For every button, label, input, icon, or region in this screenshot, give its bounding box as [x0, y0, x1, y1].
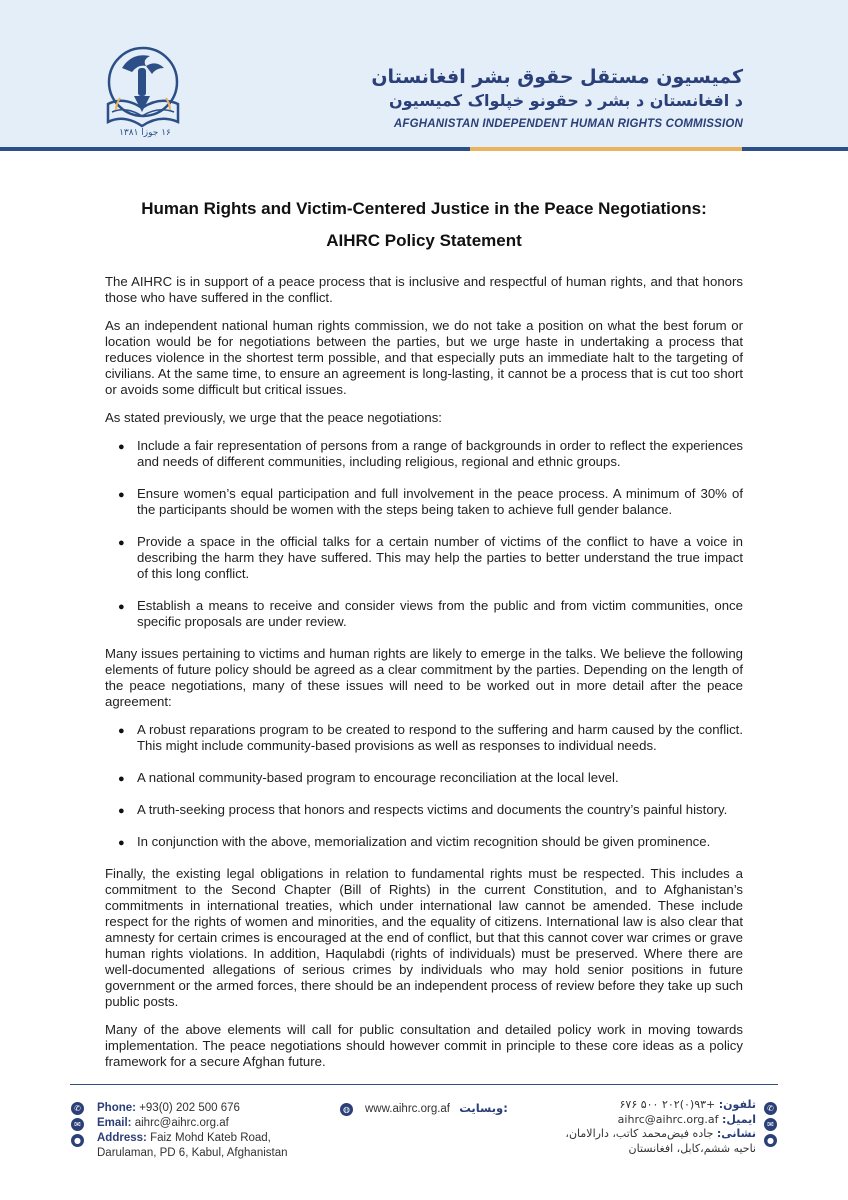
footer-divider — [70, 1084, 778, 1085]
bullet-icon: ● — [118, 601, 125, 613]
bullet-icon: ● — [118, 537, 125, 549]
org-name-pashto: د افغانستان د بشر د حقونو خپلواک کمیسیون — [388, 91, 743, 110]
phone-value[interactable]: +93(0) 202 500 676 — [139, 1102, 240, 1114]
document-body — [105, 274, 743, 1082]
header-divider-gold — [470, 147, 742, 151]
list-item-text: Ensure women’s equal participation and full involvement in the peace process. A minimum of 30% of the participants should be women with the steps being taken to achieve full gender balance. — [137, 486, 743, 517]
bullet-icon: ● — [118, 837, 125, 849]
email-icon: ✉ — [71, 1118, 84, 1131]
bullet-icon: ● — [118, 773, 125, 785]
phone-icon: ✆ — [764, 1102, 777, 1115]
address-line-1: Faiz Mohd Kateb Road, — [150, 1132, 271, 1144]
list-item — [105, 598, 743, 630]
phone-value-fa[interactable]: +۹۳(۰)۲۰۲ ۵۰۰ ۶۷۶ — [619, 1098, 716, 1111]
aihrc-logo-icon — [102, 38, 184, 142]
list-item — [105, 534, 743, 582]
bullet-icon: ● — [118, 725, 125, 737]
address-line-1-fa: جاده فیض‌محمد کاتب، دارالامان، — [565, 1127, 714, 1140]
email-label-fa: ایمیل: — [722, 1112, 756, 1126]
email-icon: ✉ — [764, 1118, 777, 1131]
paragraph-intro: The AIHRC is in support of a peace process that is inclusive and respectful of human rights, and that honors those who have suffered in the conflict. — [105, 274, 743, 305]
website-label-fa: وبسایت: — [459, 1101, 508, 1115]
location-icon: ● — [764, 1134, 777, 1147]
paragraph-conclusion: Many of the above elements will call for public consultation and detailed policy work in moving towards implementation. The peace negotiations should however commit in principle to these core ideas as a policy framework for a secure Afghan future. — [105, 1022, 743, 1069]
org-name-dari: کمیسیون مستقل حقوق بشر افغانستان — [371, 66, 743, 88]
list-item-text: A robust reparations program to be created to respond to the suffering and harm caused by the conflict. This might include community-based provisions as well as responses to individual needs. — [137, 722, 743, 753]
bullet-icon: ● — [118, 441, 125, 453]
title-line-2: AIHRC Policy Statement — [326, 231, 522, 250]
logo-date: ۱۶ جوزا ۱۳۸۱ — [119, 128, 171, 138]
document-title — [100, 193, 748, 257]
phone-icon: ✆ — [71, 1102, 84, 1115]
address-label-fa: نشانی: — [716, 1127, 756, 1140]
policy-elements-list — [105, 722, 743, 850]
email-value-fa[interactable]: aihrc@aihrc.org.af — [617, 1112, 719, 1126]
email-value[interactable]: aihrc@aihrc.org.af — [134, 1117, 229, 1129]
list-item-text: A national community-based program to encourage reconciliation at the local level. — [137, 770, 619, 785]
website — [340, 1101, 508, 1116]
phone-label: Phone: — [97, 1102, 136, 1114]
list-item-text: Establish a means to receive and consider views from the public and from victim communities, once specific proposals are under review. — [137, 598, 743, 629]
address-line-2-fa: ناحیه ششم،کابل، افغانستان — [628, 1141, 756, 1155]
list-item — [105, 834, 743, 850]
address-label: Address: — [97, 1132, 147, 1144]
list-item-text: Include a fair representation of persons from a range of backgrounds in order to reflect the experiences and needs of different communities, including religious, regional and ethnic groups. — [137, 438, 743, 469]
globe-icon: ◍ — [340, 1103, 353, 1116]
title-line-1: Human Rights and Victim-Centered Justice in the Peace Negotiations: — [141, 199, 707, 218]
phone-label-fa: تلفون: — [718, 1098, 756, 1111]
paragraph-position: As an independent national human rights commission, we do not take a position on what the best forum or location would be for negotiations between the parties, but we urge haste in undertaking a process that reduces violence in the shortest term possible, and that especially puts an immediate halt to the targeting of civilians. At the same time, to ensure an agreement is long-lasting, it cannot be a process that is cut too short or avoids some difficult but critical issues. — [105, 318, 743, 397]
location-icon: ● — [71, 1134, 84, 1147]
list-item — [105, 770, 743, 786]
website-link[interactable]: www.aihrc.org.af — [365, 1103, 451, 1115]
list-item-text: Provide a space in the official talks for a certain number of victims of the conflict to have a voice in describing the harm they have suffered. This may help the parties to better understand the true impact of this long conflict. — [137, 534, 743, 581]
bullet-icon: ● — [118, 489, 125, 501]
negotiation-requests-list — [105, 438, 743, 630]
contact-persian — [565, 1098, 756, 1156]
list-item — [105, 802, 743, 818]
contact-english — [97, 1101, 288, 1161]
list-item-text: A truth-seeking process that honors and respects victims and documents the country’s painful history. — [137, 802, 728, 817]
address-line-2: Darulaman, PD 6, Kabul, Afghanistan — [97, 1147, 288, 1159]
org-name-english: AFGHANISTAN INDEPENDENT HUMAN RIGHTS COMMISSION — [393, 118, 743, 130]
list-item — [105, 438, 743, 470]
list-item — [105, 486, 743, 518]
bullet-icon: ● — [118, 805, 125, 817]
list-item — [105, 722, 743, 754]
paragraph-urge: As stated previously, we urge that the peace negotiations: — [105, 410, 442, 425]
email-label: Email: — [97, 1117, 132, 1129]
list-item-text: In conjunction with the above, memorialization and victim recognition should be given prominence. — [137, 834, 711, 849]
paragraph-issues: Many issues pertaining to victims and human rights are likely to emerge in the talks. We believe the following elements of future policy should be agreed as a clear commitment by the parties. Depending on the length of the peace negotiations, many of these issues will need to be worked out in more detail after the peace agreement: — [105, 646, 743, 709]
paragraph-legal-obligations: Finally, the existing legal obligations in relation to fundamental rights must be respected. This includes a commitment to the Second Chapter (Bill of Rights) in the current Constitution, and to Afghanistan’s commitments in international treaties, which under international law cannot be amended. These include respect for the rights of women and minorities, and the equality of citizens. International law is also clear that amnesty for certain crimes is encouraged at the end of conflict, but that this cannot cover war crimes or grave human rights violations. In addition, Haqulabdi (rights of individuals) must be preserved. Where there are well-documented allegations of serious crimes by individuals who may hold senior positions in future government or the armed forces, there should be an independent process of review before they take up such public posts. — [105, 866, 743, 1009]
